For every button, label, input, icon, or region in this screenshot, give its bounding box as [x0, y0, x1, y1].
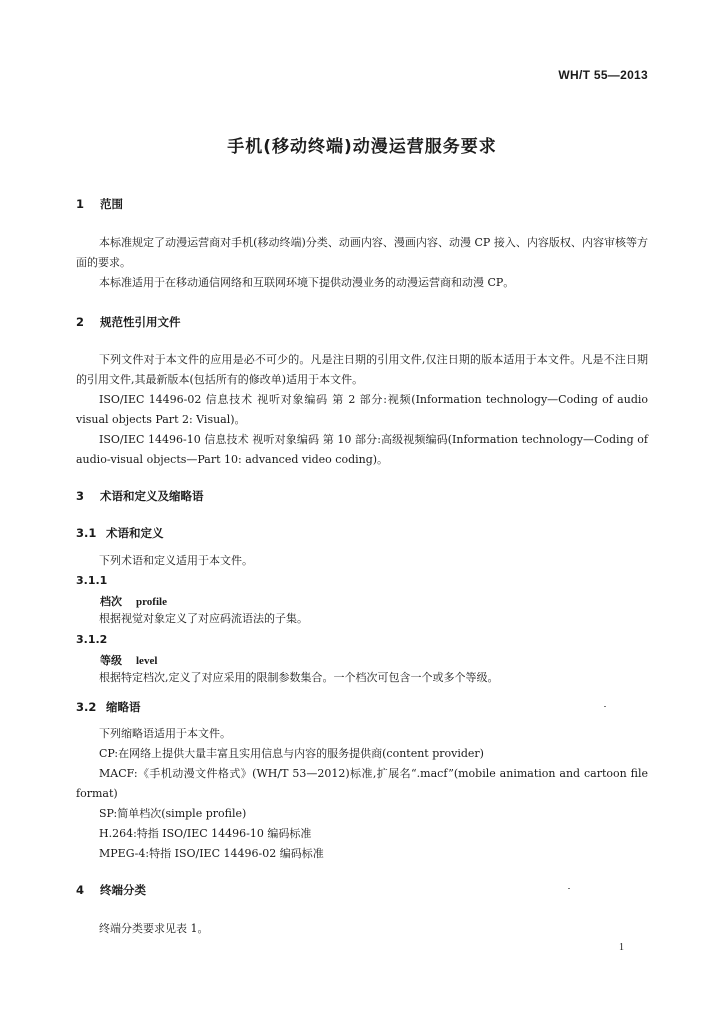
section-1-heading	[76, 196, 123, 212]
section-title: 终端分类	[100, 883, 146, 897]
term-name-en: level	[136, 655, 158, 667]
standard-code: WH/T 55—2013	[558, 68, 648, 82]
subsection-3-1-intro: 下列术语和定义适用于本文件。	[99, 554, 253, 567]
term-number: 3.1.1	[76, 574, 108, 587]
scan-speck	[604, 706, 606, 707]
section-2-heading	[76, 314, 181, 330]
section-3-heading	[76, 488, 204, 504]
abbreviation-item: H.264:特指 ISO/IEC 14496-10 编码标准	[99, 827, 312, 840]
subsection-3-2-heading	[76, 699, 141, 715]
subsection-number: 3.2	[76, 700, 97, 714]
subsection-title: 缩略语	[106, 700, 141, 714]
page-title: 手机(移动终端)动漫运营服务要求	[227, 137, 497, 157]
section-number: 4	[76, 883, 85, 897]
term-number: 3.1.2	[76, 633, 108, 646]
subsection-number: 3.1	[76, 526, 97, 540]
section-number: 3	[76, 489, 85, 503]
section-number: 1	[76, 197, 85, 211]
term-definition: 根据视觉对象定义了对应码流语法的子集。	[99, 612, 308, 625]
term-name-zh: 等级	[100, 654, 122, 667]
abbreviation-item: MPEG-4:特指 ISO/IEC 14496-02 编码标准	[99, 847, 324, 860]
page-number: 1	[619, 942, 624, 953]
section-title: 规范性引用文件	[100, 315, 181, 329]
term-name	[100, 652, 157, 668]
scan-speck	[568, 888, 570, 889]
term-name	[100, 593, 167, 609]
abbreviation-item: MACF:《手机动漫文件格式》(WH/T 53—2012)标准,扩展名“.macf”(mobile animation and cartoon file format)	[76, 767, 648, 800]
subsection-3-1-heading	[76, 525, 164, 541]
section-1-paragraph-2: 本标准适用于在移动通信网络和互联网环境下提供动漫业务的动漫运营商和动漫 CP。	[99, 276, 515, 289]
section-title: 范围	[100, 197, 123, 211]
section-number: 2	[76, 315, 85, 329]
reference-iso-14496-2: ISO/IEC 14496-02 信息技术 视听对象编码 第 2 部分:视频(Information technology—Coding of audio visual objects Part 2: Visual)。	[76, 393, 648, 426]
abbreviation-item: SP:简单档次(simple profile)	[99, 807, 247, 820]
section-title: 术语和定义及缩略语	[100, 489, 204, 503]
section-4-paragraph-1: 终端分类要求见表 1。	[99, 922, 209, 935]
term-name-en: profile	[136, 596, 167, 608]
section-2-paragraph-1: 下列文件对于本文件的应用是必不可少的。凡是注日期的引用文件,仅注日期的版本适用于本文件。凡是不注日期的引用文件,其最新版本(包括所有的修改单)适用于本文件。	[76, 353, 648, 386]
subsection-title: 术语和定义	[106, 526, 164, 540]
subsection-3-2-intro: 下列缩略语适用于本文件。	[99, 727, 231, 740]
section-4-heading	[76, 882, 146, 898]
term-name-zh: 档次	[100, 595, 122, 608]
term-definition: 根据特定档次,定义了对应采用的限制参数集合。一个档次可包含一个或多个等级。	[99, 671, 499, 684]
reference-iso-14496-10: ISO/IEC 14496-10 信息技术 视听对象编码 第 10 部分:高级视频编码(Information technology—Coding of audio-visual objects—Part 10: advanced video coding)。	[76, 433, 648, 466]
abbreviation-item: CP:在网络上提供大量丰富且实用信息与内容的服务提供商(content provider)	[99, 747, 484, 760]
section-1-paragraph-1: 本标准规定了动漫运营商对手机(移动终端)分类、动画内容、漫画内容、动漫 CP 接入、内容版权、内容审核等方面的要求。	[76, 236, 648, 269]
